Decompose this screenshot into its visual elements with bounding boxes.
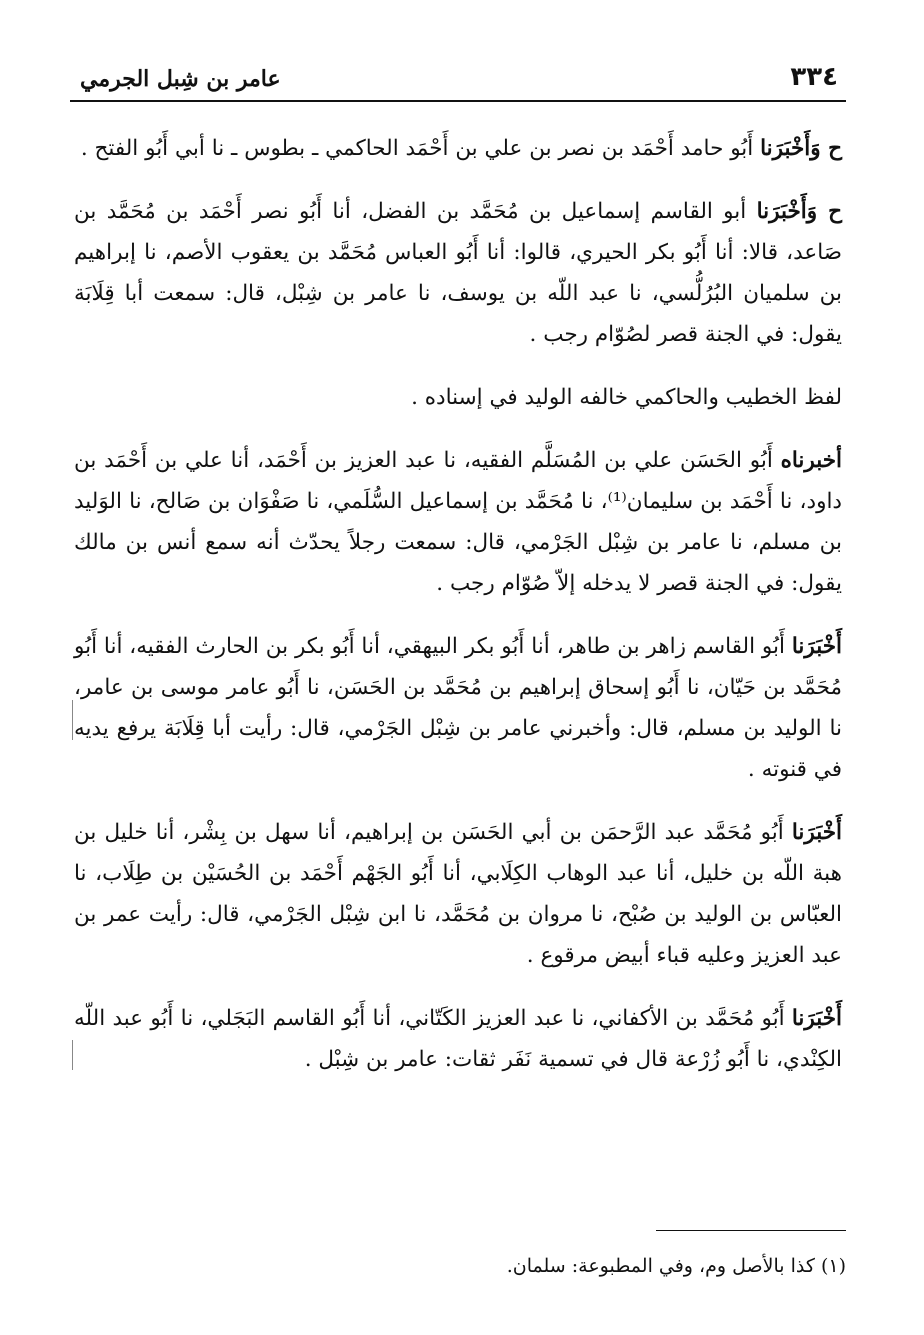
body-text <box>70 128 846 1080</box>
paragraph <box>70 128 846 169</box>
paragraph <box>70 812 846 976</box>
paragraph <box>70 440 846 604</box>
paragraph-text: أَبُو مُحَمَّد عبد الرَّحمَن بن أبي الحَسَن بن إبراهيم، أنا سهل بن بِشْر، أنا خليل بن هبة اللّه بن خليل، أنا عبد الوهاب الكِلَابي، أنا أَبُو الجَهْم أَحْمَد بن الحُسَيْن بن طِلَاب، نا العبّاس بن الوليد بن صُبْح، نا مروان بن مُحَمَّد، نا ابن شِبْل الجَرْمي، قال: رأيت عمر بن عبد العزيز وعليه قباء أبيض مرقوع . <box>74 820 842 968</box>
margin-mark <box>72 1040 73 1070</box>
paragraph-text: أَبُو القاسم زاهر بن طاهر، أنا أَبُو بكر البيهقي، أنا أَبُو بكر بن الحارث الفقيه، أنا أَبُو مُحَمَّد بن حَيّان، نا أَبُو إسحاق إبراهيم بن مُحَمَّد بن الحَسَن، نا أَبُو عامر موسى بن عامر، نا الوليد بن مسلم، قال: وأخبرني عامر بن شِبْل الجَرْمي، قال: رأيت أبا قِلَابَة يرفع يديه في قنوته . <box>74 634 842 782</box>
document-page <box>70 52 846 1292</box>
footnote-divider <box>656 1230 846 1231</box>
paragraph-lead: أَخْبَرَنا <box>791 634 842 659</box>
paragraph-text: أَبُو مُحَمَّد بن الأكفاني، نا عبد العزيز الكَتّاني، أنا أَبُو القاسم البَجَلي، نا أَبُو عبد اللّه الكِنْدي، نا أَبُو زُرْعة قال في تسمية نَفَر ثقات: عامر بن شِبْل . <box>74 1006 842 1072</box>
running-title: عامر بن شِبل الجرمي <box>80 66 281 92</box>
page-number: ٣٣٤ <box>790 62 838 92</box>
paragraph-text: لفظ الخطيب والحاكمي خالفه الوليد في إسناده . <box>411 385 842 410</box>
page-header <box>70 52 846 102</box>
paragraph-lead: أخبرناه <box>780 448 842 473</box>
paragraph-text: أَبُو حامد أَحْمَد بن نصر بن علي بن أَحْمَد الحاكمي ـ بطوس ـ نا أبي أَبُو الفتح . <box>80 136 761 161</box>
paragraph-lead: أَخْبَرَنا <box>791 1006 842 1031</box>
paragraph-text: أبو القاسم إسماعيل بن مُحَمَّد بن الفضل، أنا أَبُو نصر أَحْمَد بن مُحَمَّد بن صَاعد، قالا: أنا أَبُو بكر الحيري، قالوا: أنا أَبُو العباس مُحَمَّد بن يعقوب الأصم، نا إبراهيم بن سلميان البُرُلُّسي، نا عبد اللّه بن يوسف، نا عامر بن شِبْل، قال: سمعت أبا قِلَابَة يقول: في الجنة قصر لصُوّام رجب . <box>74 199 842 347</box>
paragraph <box>70 998 846 1080</box>
paragraph-lead: ح وَأَخْبَرَنا <box>760 136 842 161</box>
paragraph-text: أَبُو الحَسَن علي بن المُسَلَّم الفقيه، نا عبد العزيز بن أَحْمَد، أنا علي بن أَحْمَد بن داود، نا أَحْمَد بن سليمان⁽¹⁾، نا مُحَمَّد بن إسماعيل السُّلَمي، نا صَفْوَان بن صَالح، نا الوَليد بن مسلم، نا عامر بن شِبْل الجَرْمي، قال: سمعت رجلاً يحدّث أنه سمع أنس بن مالك يقول: في الجنة قصر لا يدخله إلاّ صُوّام رجب . <box>74 448 842 596</box>
paragraph <box>70 626 846 790</box>
paragraph <box>70 191 846 355</box>
margin-mark <box>72 700 73 740</box>
paragraph-lead: أَخْبَرَنا <box>791 820 842 845</box>
paragraph-lead: ح وَأَخْبَرَنا <box>756 199 842 224</box>
footnote: (١) كذا بالأصل وم، وفي المطبوعة: سلمان. <box>506 1255 846 1277</box>
paragraph-note <box>70 377 846 418</box>
